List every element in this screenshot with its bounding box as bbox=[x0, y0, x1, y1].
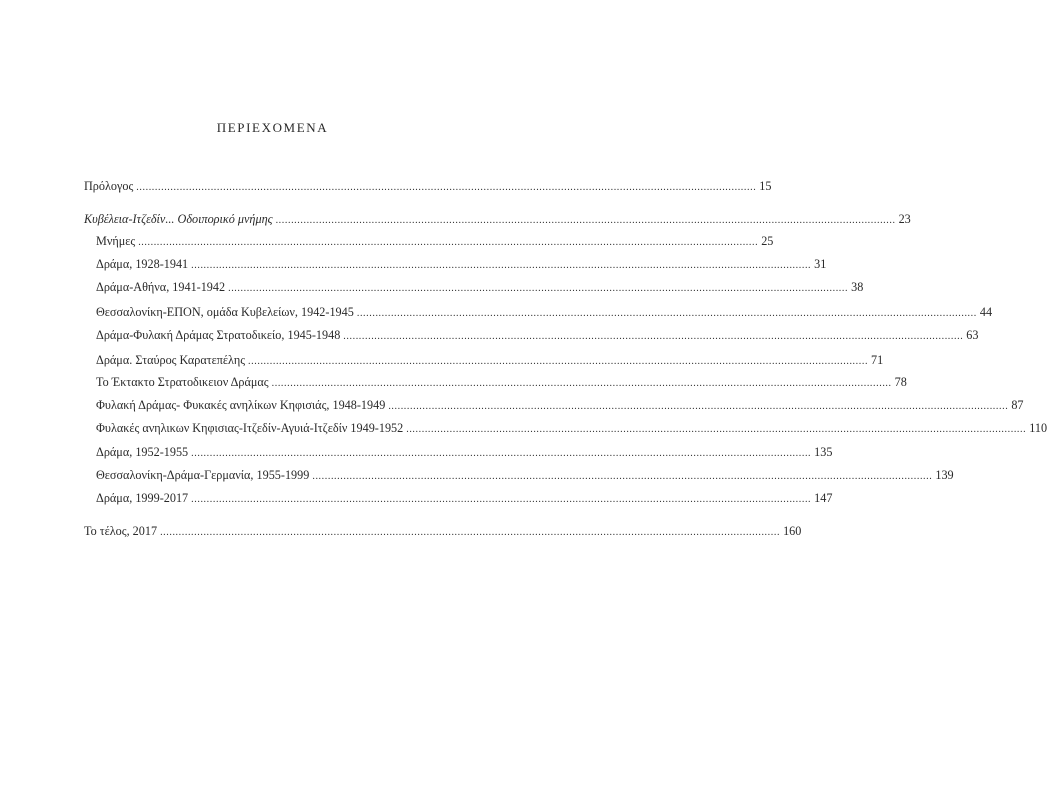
toc-entry-label: Δράμα-Φυλακή Δράμας Στρατοδικείο, 1945-1948 bbox=[96, 328, 341, 342]
toc-entry-page: 44 bbox=[979, 305, 993, 319]
toc-entry bbox=[96, 397, 1024, 413]
toc-entry-label: Πρόλογος bbox=[84, 179, 134, 193]
toc-entry-label: Δράμα, 1999-2017 bbox=[96, 491, 189, 505]
toc-entry-page: 25 bbox=[761, 234, 774, 248]
toc-entry-label: Μνήμες bbox=[96, 234, 136, 248]
toc-entry-page: 110 bbox=[1029, 421, 1047, 435]
toc-entry-page: 15 bbox=[759, 179, 772, 193]
toc-entry-page: 71 bbox=[871, 353, 884, 367]
toc-entry bbox=[96, 256, 827, 272]
toc-entry bbox=[84, 211, 911, 227]
toc-entry-label: Δράμα, 1952-1955 bbox=[96, 445, 189, 459]
toc-entry-page: 38 bbox=[851, 280, 864, 294]
leader-dots: ........................................................................................................................................................................................................ bbox=[271, 378, 892, 389]
toc-entry-page: 78 bbox=[894, 375, 907, 389]
leader-dots: ........................................................................................................................................................................................................ bbox=[406, 424, 1027, 435]
toc-entry-page: 87 bbox=[1011, 398, 1024, 412]
toc-entry bbox=[96, 327, 979, 343]
toc-entry-label: Φυλακές ανηλικων Κηφισιας-Ιτζεδίν-Αγυιά-Ιτζεδίν 1949-1952 bbox=[96, 421, 404, 435]
toc-entry-label: Το Έκτακτο Στρατοδικειον Δράμας bbox=[96, 375, 269, 389]
leader-dots: ........................................................................................................................................................................................................ bbox=[138, 237, 759, 248]
toc-entry-page: 31 bbox=[814, 257, 827, 271]
leader-dots: ........................................................................................................................................................................................................ bbox=[312, 471, 933, 482]
toc-entry bbox=[96, 279, 864, 295]
toc-entry bbox=[84, 523, 802, 539]
leader-dots: ........................................................................................................................................................................................................ bbox=[356, 308, 977, 319]
toc-entry-page: 160 bbox=[783, 524, 802, 538]
toc-entry-page: 147 bbox=[814, 491, 833, 505]
toc-entry bbox=[96, 467, 954, 483]
toc-entry-page: 63 bbox=[966, 328, 979, 342]
leader-dots: ........................................................................................................................................................................................................ bbox=[191, 448, 812, 459]
toc-entry bbox=[96, 352, 884, 368]
toc-entry bbox=[96, 420, 1047, 436]
toc-entry bbox=[84, 178, 772, 194]
toc-entry bbox=[96, 490, 833, 506]
toc-entry-label: Θεσσαλονίκη-Δράμα-Γερμανία, 1955-1999 bbox=[96, 468, 310, 482]
leader-dots: ........................................................................................................................................................................................................ bbox=[136, 182, 757, 193]
leader-dots: ........................................................................................................................................................................................................ bbox=[160, 527, 781, 538]
toc-entry bbox=[96, 444, 833, 460]
leader-dots: ........................................................................................................................................................................................................ bbox=[248, 356, 869, 367]
toc-entry-label: Το τέλος, 2017 bbox=[84, 524, 158, 538]
leader-dots: ........................................................................................................................................................................................................ bbox=[191, 260, 812, 271]
toc-entry-label: Δράμα. Σταύρος Καρατεπέλης bbox=[96, 353, 246, 367]
leader-dots: ........................................................................................................................................................................................................ bbox=[275, 215, 896, 226]
toc-entry bbox=[96, 374, 907, 390]
leader-dots: ........................................................................................................................................................................................................ bbox=[343, 331, 964, 342]
toc-entry-label: Φυλακή Δράμας- Φυκακές ανηλίκων Κηφισιάς, 1948-1949 bbox=[96, 398, 386, 412]
leader-dots: ........................................................................................................................................................................................................ bbox=[228, 283, 849, 294]
leader-dots: ........................................................................................................................................................................................................ bbox=[191, 494, 812, 505]
toc-entry-label: Δράμα-Αθήνα, 1941-1942 bbox=[96, 280, 226, 294]
toc-entry-label: Θεσσαλονίκη-ΕΠΟΝ, ομάδα Κυβελείων, 1942-1945 bbox=[96, 305, 354, 319]
toc-entry-page: 23 bbox=[898, 212, 911, 226]
toc-entry bbox=[96, 233, 774, 249]
toc-entry-page: 135 bbox=[814, 445, 833, 459]
toc-entry-label: Κυβέλεια-Ιτζεδίν... Οδοιπορικό μνήμης bbox=[84, 212, 273, 226]
toc-entry-label: Δράμα, 1928-1941 bbox=[96, 257, 189, 271]
page-title: ΠΕΡΙΕΧΟΜΕΝΑ bbox=[216, 120, 329, 135]
leader-dots: ........................................................................................................................................................................................................ bbox=[388, 401, 1009, 412]
toc-entry-page: 139 bbox=[935, 468, 954, 482]
toc-entry bbox=[96, 304, 993, 320]
